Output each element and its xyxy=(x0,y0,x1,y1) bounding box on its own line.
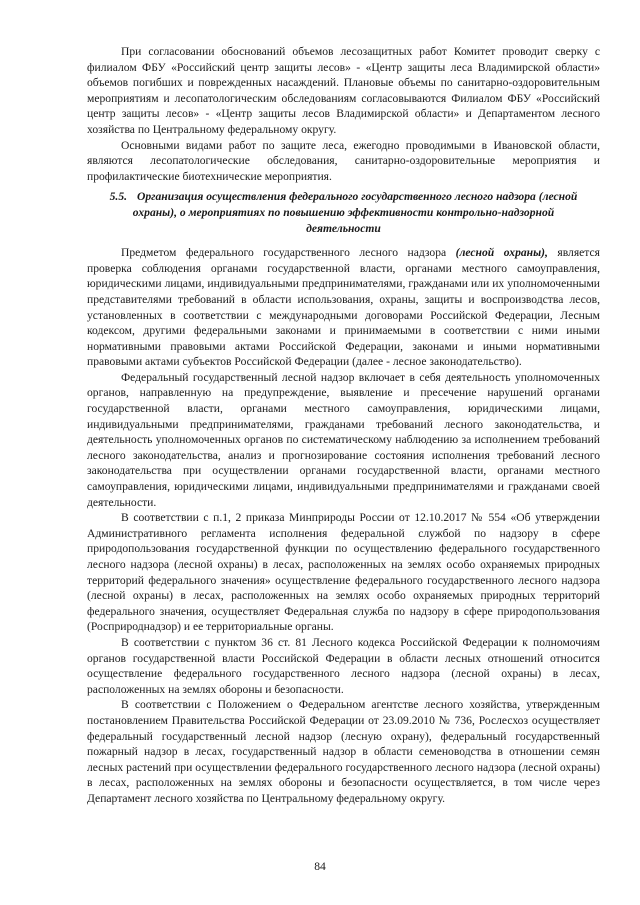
page-body xyxy=(87,44,600,807)
paragraph-subject-before: Предметом федерального государственного лесного надзора xyxy=(121,246,456,260)
paragraph-supervision-scope: Федеральный государственный лесной надзор включает в себя деятельность уполномоченных органов, направленную на предупреждение, выявление и пресечение нарушений органами государственной власти, органами местного самоуправления, юридическими лицами, индивидуальными предпринимателями, гражданами требований лесного законодательства, и деятельность уполномоченных органов по систематическому наблюдению за исполнением требований лесного законодательства, анализ и прогнозирование состояния исполнения требований лесного законодательства при осуществлении органами государственной власти, органами местного самоуправления, юридическими лицами, индивидуальными предпринимателями и гражданами своей деятельности. xyxy=(87,370,600,509)
paragraph-subject-after: является проверка соблюдения органами государственной власти, органами местного самоуправления, юридическими лицами, индивидуальными предпринимателями, гражданами или их уполномоченными представителями требований в области использования, охраны, защиты и воспроизводства лесов, установленных в соответствии с международными договорами Российской Федерации, Лесным кодексом, другими федеральными законами и принимаемыми в соответствии с ними иными нормативными правовыми актами Российской Федерации, законами и иными нормативными правовыми актами субъектов Российской Федерации (далее - лесное законодательство). xyxy=(87,246,600,369)
paragraph-forest-code: В соответствии с пунктом 36 ст. 81 Лесного кодекса Российской Федерации к полномочиям органов государственной власти Российской Федерации в области лесных отношений относится осуществление федерального государственного лесного надзора (лесной охраны) в лесах, расположенных на землях обороны и безопасности. xyxy=(87,635,600,696)
page-number: 84 xyxy=(314,860,326,873)
paragraph-order-554: В соответствии с п.1, 2 приказа Минприроды России от 12.10.2017 № 554 «Об утверждении Административного регламента исполнения федеральной службой по надзору в сфере природопользования государственной функции по осуществлению федерального государственного лесного надзора (лесной охраны) в лесах, расположенных на землях особо охраняемых природных территорий федерального значения» осуществление федерального государственного лесного надзора (лесной охраны) в лесах, расположенных на землях особо охраняемых природных территорий федерального значения, осуществляет Федеральная служба по надзору в сфере природопользования (Росприроднадзор) и ее территориальные органы. xyxy=(87,511,600,634)
paragraph-approval: При согласовании обоснований объемов лесозащитных работ Комитет проводит сверку с филиалом ФБУ «Российский центр защиты лесов» - «Центр защиты леса Владимирской области» объемов погибших и поврежденных насаждений. Плановые объемы по санитарно-оздоровительным мероприятиям и лесопатологическим обследованиям согласовываются Филиалом ФБУ «Российский центр защиты лесов» - «Центр защиты лесов Владимирской области» и Департаментом лесного хозяйства по Центральному федеральному округу. xyxy=(87,45,600,136)
paragraph-subject-term: (лесной охраны), xyxy=(455,246,548,260)
paragraph-agency-regulation: В соответствии с Положением о Федеральном агентстве лесного хозяйства, утвержденным постановлением Правительства Российской Федерации от 23.09.2010 № 736, Рослесхоз осуществляет федеральный государственный лесной надзор (лесную охрану), федеральный государственный пожарный надзор в лесах, государственный надзор в области семеноводства в отношении семян лесных растений при осуществлении федерального государственного лесного надзора (лесной охраны) в лесах, расположенных на землях обороны и безопасности осуществляется, в том числе через Департамент лесного хозяйства по Центральному федеральному округу. xyxy=(87,698,600,805)
section-number: 5.5. xyxy=(109,190,128,204)
paragraph-subject xyxy=(87,245,600,370)
section-title: Организация осуществления федерального государственного лесного надзора (лесной охраны), о мероприятиях по повышению эффективности контрольно-надзорной деятельности xyxy=(132,190,578,235)
paragraph-main-works: Основными видами работ по защите леса, ежегодно проводимыми в Ивановской области, являются лесопатологические обследования, санитарно-оздоровительные мероприятия и профилактические биотехнические мероприятия. xyxy=(87,138,600,183)
section-heading xyxy=(87,189,600,236)
